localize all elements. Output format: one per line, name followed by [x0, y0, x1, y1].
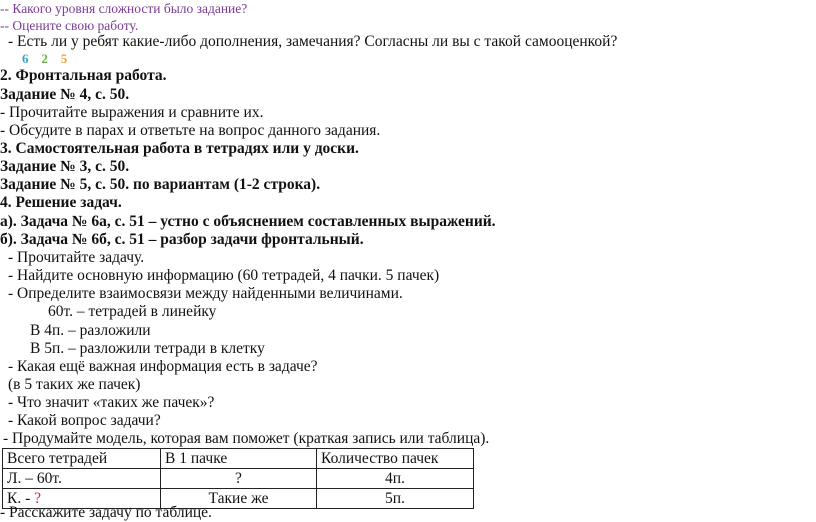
table-cell: 4п. — [317, 469, 474, 489]
section-2-heading: 2. Фронтальная работа. — [0, 67, 167, 84]
info-line-3: В 5п. – разложили тетради в клетку — [30, 340, 265, 357]
question-additions: - Есть ли у ребят какие-либо дополнения, замечания? Согласны ли вы с такой самооценкой? — [8, 33, 618, 50]
task-6a-heading: а). Задача № 6а, с. 51 – устно с объяснением составленных выражений. — [0, 213, 496, 230]
task-4-heading: Задание № 4, с. 50. — [0, 86, 130, 103]
score-numbers — [22, 50, 76, 68]
info-line-1: 60т. – тетрадей в линейку — [48, 303, 217, 320]
task-6b-heading: б). Задача № 6б, с. 51 – разбор задачи фронтальный. — [0, 231, 364, 248]
read-compare-line: - Прочитайте выражения и сравните их. — [0, 104, 264, 121]
score-3: 5 — [60, 51, 68, 66]
question-line: - Какой вопрос задачи? — [8, 412, 161, 429]
table-header-cell: Всего тетрадей — [3, 449, 161, 469]
row-label: К. - — [7, 489, 35, 507]
model-line: - Продумайте модель, которая вам поможет (краткая запись или таблица). — [3, 430, 490, 447]
read-task-line: - Прочитайте задачу. — [8, 249, 145, 266]
section-3-heading: 3. Самостоятельная работа в тетрадях или у доски. — [0, 140, 359, 157]
tell-task-line: - Расскажите задачу по таблице. — [0, 504, 212, 521]
task-table — [2, 448, 474, 509]
table-cell: ? — [161, 469, 317, 489]
same-packs-line: - Что значит «таких же пачек»? — [8, 394, 215, 411]
section-4-heading: 4. Решение задач. — [0, 194, 122, 211]
table-row — [3, 469, 474, 489]
question-rate-work: -- Оцените свою работу. — [0, 18, 139, 33]
question-difficulty: -- Какого уровня сложности было задание? — [0, 1, 248, 16]
more-info-answer: (в 5 таких же пачек) — [8, 376, 141, 393]
relations-line: - Определите взаимосвязи между найденными величинами. — [8, 285, 403, 302]
table-cell: Такие же — [161, 489, 317, 509]
score-2: 2 — [41, 51, 48, 66]
table-cell: Л. – 60т. — [3, 469, 161, 489]
discuss-pairs-line: - Обсудите в парах и ответьте на вопрос данного задания. — [0, 122, 381, 139]
more-info-line: - Какая ещё важная информация есть в задаче? — [8, 358, 318, 375]
info-line-2: В 4п. – разложили — [30, 322, 151, 339]
table-row — [3, 449, 474, 469]
task-3-heading: Задание № 3, с. 50. — [0, 158, 130, 175]
table-header-cell: Количество пачек — [317, 449, 474, 469]
table-cell: 5п. — [317, 489, 474, 509]
table-header-cell: В 1 пачке — [161, 449, 317, 469]
find-info-line: - Найдите основную информацию (60 тетрадей, 4 пачки. 5 пачек) — [8, 267, 440, 284]
task-5-heading: Задание № 5, с. 50. по вариантам (1-2 строка). — [0, 176, 321, 193]
score-1: 6 — [22, 51, 29, 66]
unknown-mark: ? — [34, 489, 42, 507]
